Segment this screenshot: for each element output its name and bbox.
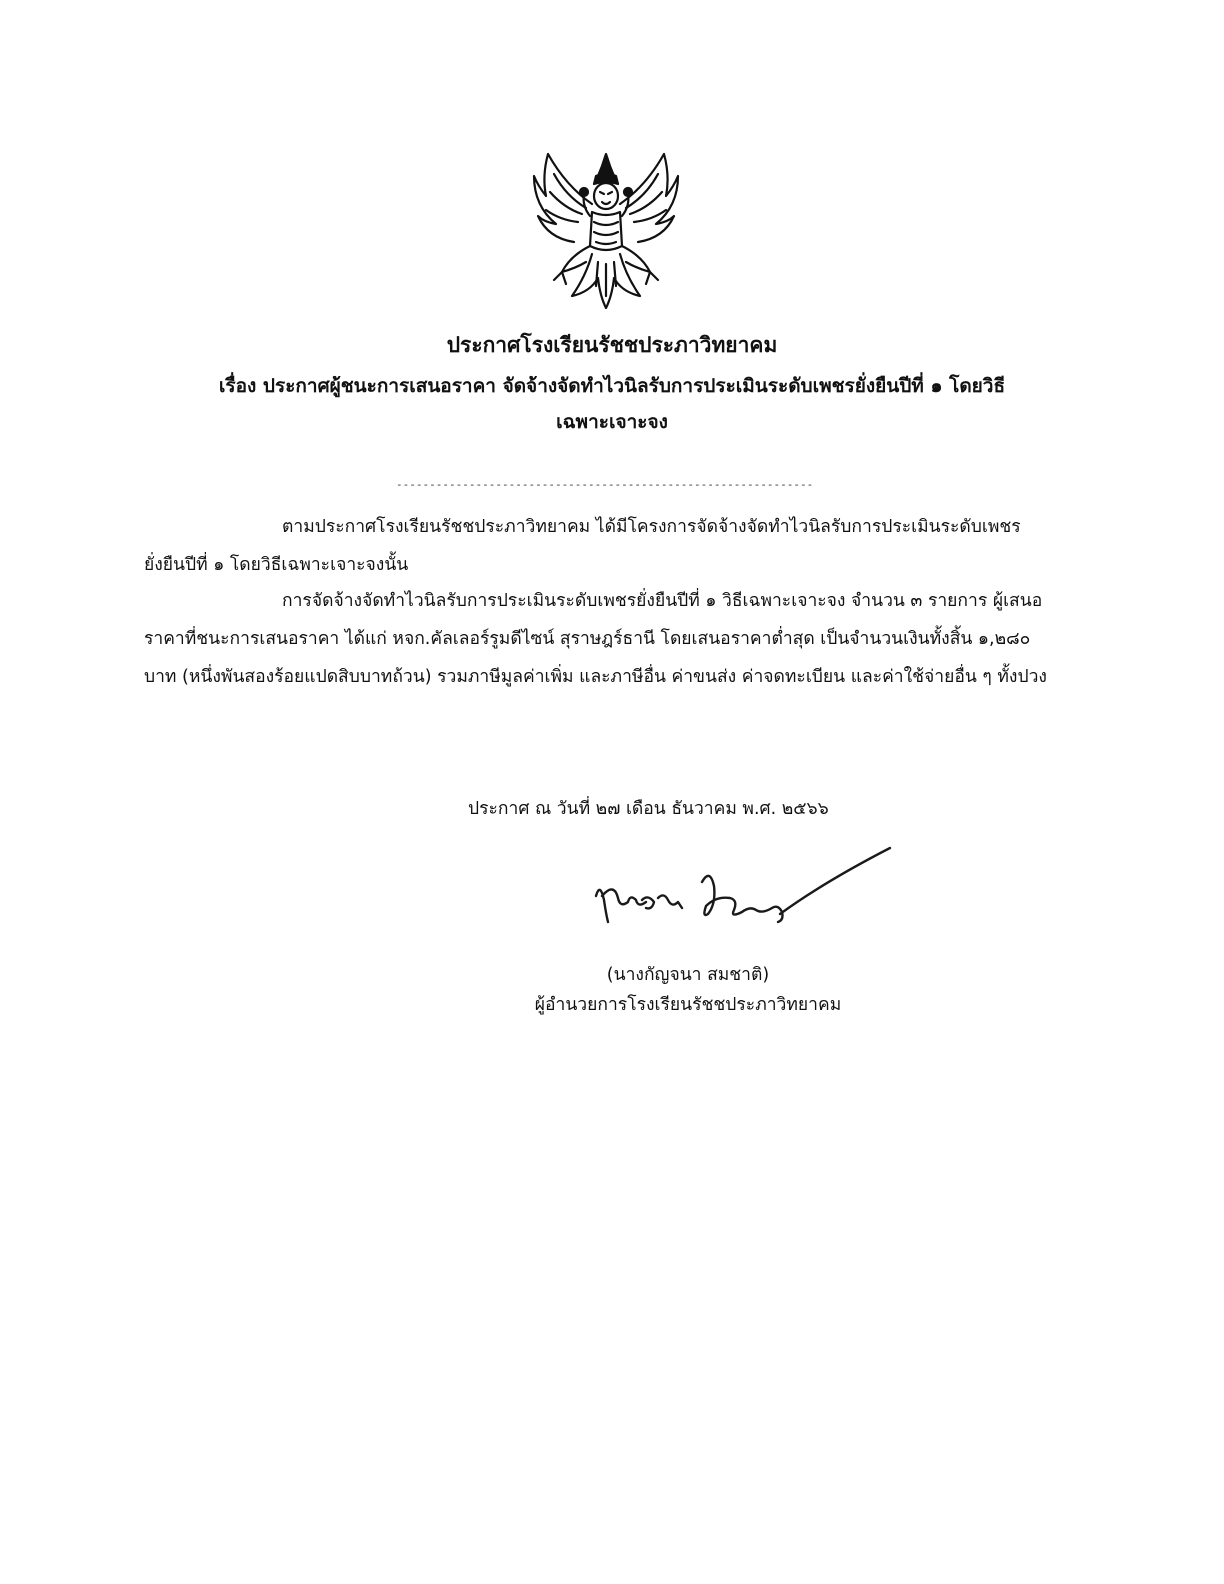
body-paragraph-1	[144, 508, 1056, 584]
announcement-date: ประกาศ ณ วันที่ ๒๗ เดือน ธันวาคม พ.ศ. ๒๕๖๖	[468, 799, 829, 819]
handwritten-signature	[584, 838, 904, 942]
separator-line: ---------------------------------------------------------------	[396, 478, 814, 491]
signer-block	[470, 960, 906, 1020]
garuda-emblem	[526, 146, 686, 314]
announcement-subject	[144, 368, 1080, 440]
heading-block	[144, 330, 1080, 440]
body-paragraph-2	[144, 582, 1056, 696]
signer-name: (นางกัญจนา สมชาติ)	[606, 965, 770, 985]
announcement-title: ประกาศโรงเรียนรัชชประภาวิทยาคม	[446, 333, 778, 357]
subject-line-1: เรื่อง ประกาศผู้ชนะการเสนอราคา จัดจ้างจัดทำไวนิลรับการประเมินระดับเพชรยั่งยืนปีที่ ๑ โดยวิธี	[218, 375, 1006, 397]
paragraph-1-text: ตามประกาศโรงเรียนรัชชประภาวิทยาคม ได้มีโครงการจัดจ้างจัดทำไวนิลรับการประเมินระดับเพชรยั่งยืนปีที่ ๑ โดยวิธีเฉพาะเจาะจงนั้น	[144, 517, 1021, 575]
subject-line-2: เฉพาะเจาะจง	[556, 411, 668, 433]
paragraph-2-text: การจัดจ้างจัดทำไวนิลรับการประเมินระดับเพชรยั่งยืนปีที่ ๑ วิธีเฉพาะเจาะจง จำนวน ๓ รายการ ผู้เสนอราคาที่ชนะการเสนอราคา ได้แก่ หจก.คัลเลอร์รูมดีไซน์ สุราษฎร์ธานี โดยเสนอราคาต่ำสุด เป็นจำนวนเงินทั้งสิ้น ๑,๒๘๐ บาท (หนึ่งพันสองร้อยแปดสิบบาทถ้วน) รวมภาษีมูลค่าเพิ่ม และภาษีอื่น ค่าขนส่ง ค่าจดทะเบียน และค่าใช้จ่ายอื่น ๆ ทั้งปวง	[144, 591, 1047, 687]
signer-position: ผู้อำนวยการโรงเรียนรัชชประภาวิทยาคม	[534, 995, 842, 1015]
